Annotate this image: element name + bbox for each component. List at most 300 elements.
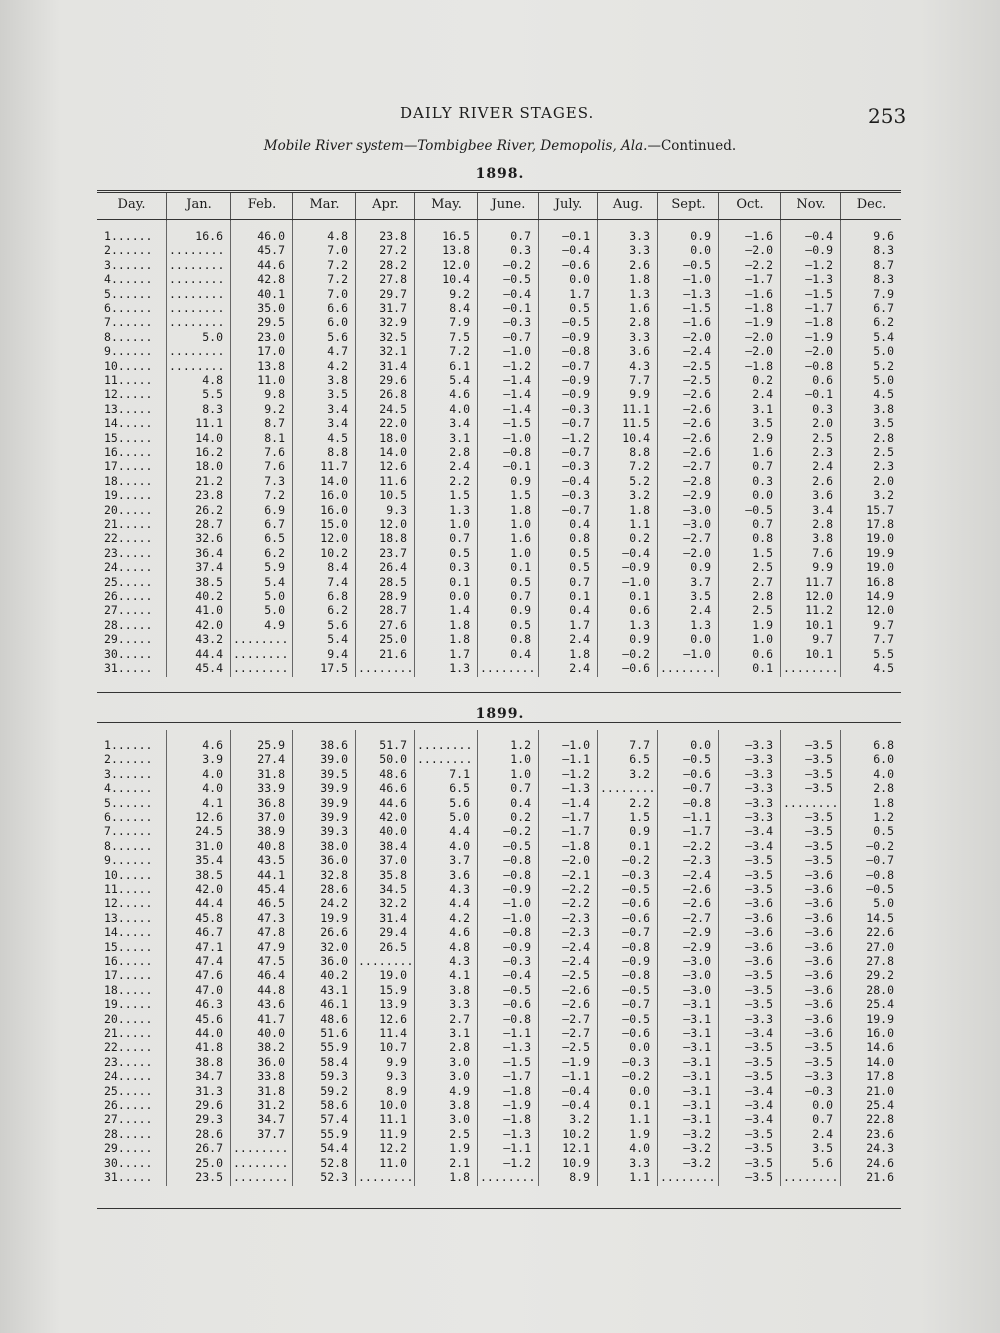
stage-cell: —3.6 [745, 954, 773, 968]
stage-cell: 1.3 [449, 502, 470, 517]
stage-cell: —1.6 [745, 229, 773, 243]
stage-cell: —3.1 [683, 1112, 711, 1127]
column-rule [597, 730, 598, 1186]
stage-cell: —3.5 [805, 766, 833, 781]
stage-cell: 32.2 [379, 896, 407, 911]
day-label [104, 1055, 152, 1069]
day-number: 17 [104, 968, 118, 983]
leader-dots: ...... [110, 272, 153, 287]
stage-cell: 6.5 [449, 781, 470, 796]
stage-cell: 47.0 [195, 982, 223, 997]
stage-cell: 1.3 [629, 617, 650, 632]
column-header: June. [477, 192, 539, 226]
stage-cell: 1.0 [510, 517, 531, 531]
stage-cell: 0.6 [629, 603, 650, 618]
stage-cell: 9.6 [873, 229, 894, 243]
stage-cell: 2.0 [873, 473, 894, 488]
day-label [104, 416, 152, 430]
stage-cell: —2.9 [683, 939, 711, 954]
stage-cell: —3.1 [683, 1011, 711, 1026]
stage-cell: —3.6 [805, 896, 833, 911]
stage-cell: 17.5 [320, 661, 348, 675]
stage-cell: —3.5 [745, 1054, 773, 1069]
stage-cell: 12.0 [442, 257, 470, 272]
stage-cell: 3.2 [873, 488, 894, 503]
day-number: 4 [104, 781, 111, 796]
stage-cell: —1.9 [745, 315, 773, 330]
stage-cell: 46.1 [320, 997, 348, 1012]
day-number: 24 [104, 560, 118, 575]
stage-cell: 11.2 [805, 603, 833, 618]
stage-cell: —0.8 [562, 344, 590, 359]
leader-dots: ..... [117, 416, 153, 431]
day-number: 28 [104, 617, 118, 632]
leader-dots: ..... [117, 1155, 153, 1170]
stage-cell: 6.0 [327, 315, 348, 330]
stage-cell: 44.4 [195, 646, 223, 661]
stage-cell: 2.8 [873, 430, 894, 445]
blank-leader: ........ [783, 795, 839, 810]
stage-cell: 0.4 [569, 603, 590, 618]
stage-cell: 2.4 [569, 661, 590, 675]
stage-cell: —0.7 [562, 445, 590, 459]
stage-cell: 1.6 [510, 531, 531, 546]
stage-cell: 0.5 [510, 617, 531, 632]
stage-cell: 5.0 [202, 329, 223, 344]
stage-cell: 1.1 [629, 1170, 650, 1184]
stage-cell: —0.2 [503, 824, 531, 839]
stage-cell: 24.5 [379, 401, 407, 416]
stage-cell: 0.9 [510, 473, 531, 488]
stage-cell: 23.0 [257, 329, 285, 344]
stage-cell: 5.0 [264, 603, 285, 618]
stage-cell: 3.2 [629, 766, 650, 781]
stage-cell: —1.6 [745, 286, 773, 301]
stage-cell: —0.7 [622, 925, 650, 940]
day-number: 7 [104, 315, 111, 330]
stage-cell: 2.5 [812, 430, 833, 445]
stage-cell: —1.0 [683, 272, 711, 287]
day-label [104, 839, 152, 853]
stage-cell: 3.4 [812, 502, 833, 517]
day-number: 18 [104, 982, 118, 997]
stage-cell: 4.5 [873, 387, 894, 402]
stage-cell: 7.2 [264, 488, 285, 503]
stage-cell: 38.5 [195, 574, 223, 589]
leader-dots: ..... [117, 867, 153, 882]
column-header: Feb. [230, 192, 293, 226]
stage-cell: 1.4 [449, 603, 470, 618]
stage-cell: —3.1 [683, 1040, 711, 1055]
column-header: Aug. [597, 192, 658, 226]
day-label [104, 738, 152, 752]
stage-cell: 59.2 [320, 1083, 348, 1098]
stage-cell: 16.8 [866, 574, 894, 589]
stage-cell: 23.8 [379, 229, 407, 243]
leader-dots: ..... [117, 401, 153, 416]
stage-cell: 31.7 [379, 301, 407, 315]
stage-cell: —0.5 [503, 838, 531, 853]
stage-cell: —3.5 [745, 1069, 773, 1084]
day-label [104, 1012, 152, 1026]
leader-dots: ..... [117, 473, 153, 488]
stage-cell: 1.9 [752, 617, 773, 632]
stage-cell: 6.0 [873, 752, 894, 767]
day-number: 12 [104, 896, 118, 911]
stage-cell: —3.6 [805, 882, 833, 896]
stage-cell: —0.7 [622, 997, 650, 1012]
leader-dots: ..... [117, 502, 153, 517]
stage-cell: —1.3 [683, 286, 711, 301]
stage-cell: 3.4 [327, 416, 348, 431]
stage-cell: 7.3 [264, 473, 285, 488]
stage-cell: 3.7 [690, 574, 711, 589]
stage-cell: 44.6 [257, 257, 285, 272]
stage-cell: 31.0 [195, 838, 223, 853]
subtitle-plain: —Continued. [647, 138, 737, 154]
leader-dots: ..... [117, 925, 153, 940]
stage-cell: 34.7 [257, 1112, 285, 1127]
stage-cell: 6.8 [327, 589, 348, 603]
leader-dots: ..... [117, 1098, 153, 1112]
stage-cell: 2.3 [812, 445, 833, 459]
stage-cell: 5.4 [264, 574, 285, 589]
stage-cell: 11.5 [622, 416, 650, 431]
stage-cell: 52.8 [320, 1155, 348, 1170]
day-label [104, 997, 152, 1011]
stage-cell: 47.3 [257, 910, 285, 925]
stage-cell: 8.7 [873, 257, 894, 272]
stage-cell: —0.1 [503, 459, 531, 474]
stage-cell: —0.6 [622, 896, 650, 911]
stage-cell: 0.1 [449, 574, 470, 589]
stage-cell: 1.0 [510, 766, 531, 781]
stage-cell: —3.6 [805, 867, 833, 882]
stage-cell: —3.4 [745, 824, 773, 839]
day-label [104, 1069, 152, 1083]
stage-cell: 0.0 [629, 1083, 650, 1098]
stage-cell: 1.9 [449, 1141, 470, 1156]
day-label [104, 632, 152, 646]
day-number: 7 [104, 824, 111, 839]
blank-leader: ........ [169, 344, 225, 359]
stage-cell: 4.1 [449, 968, 470, 983]
stage-cell: 1.0 [449, 517, 470, 531]
blank-leader: ........ [783, 661, 839, 675]
stage-cell: 0.0 [812, 1098, 833, 1112]
stage-cell: —0.8 [503, 867, 531, 882]
stage-cell: 7.5 [449, 329, 470, 344]
column-header: Nov. [780, 192, 841, 226]
day-number: 3 [104, 257, 111, 272]
stage-cell: 3.6 [629, 344, 650, 359]
stage-cell: —0.6 [622, 910, 650, 925]
day-number: 23 [104, 1054, 118, 1069]
day-number: 4 [104, 272, 111, 287]
stage-cell: 0.5 [569, 301, 590, 315]
stage-cell: 5.0 [873, 373, 894, 387]
stage-cell: 0.8 [569, 531, 590, 546]
blank-leader: ........ [233, 646, 289, 661]
stage-cell: 21.6 [379, 646, 407, 661]
day-number: 2 [104, 752, 111, 767]
stage-cell: —0.9 [562, 373, 590, 387]
stage-cell: 22.0 [379, 416, 407, 431]
stage-cell: 1.7 [449, 646, 470, 661]
stage-cell: —2.7 [562, 1026, 590, 1040]
stage-cell: —0.9 [562, 387, 590, 402]
leader-dots: ..... [117, 531, 153, 546]
stage-cell: 7.2 [449, 344, 470, 359]
stage-cell: 0.1 [629, 589, 650, 603]
stage-cell: 8.3 [873, 243, 894, 258]
stage-cell: —1.2 [562, 766, 590, 781]
stage-cell: 0.9 [629, 824, 650, 839]
stage-cell: 3.6 [812, 488, 833, 503]
column-header: Jan. [166, 192, 231, 226]
stage-cell: 4.6 [202, 738, 223, 752]
stage-cell: —3.2 [683, 1141, 711, 1156]
stage-cell: 0.0 [569, 272, 590, 287]
stage-cell: 58.4 [320, 1054, 348, 1069]
stage-cell: 7.2 [629, 459, 650, 474]
stage-cell: —3.6 [745, 925, 773, 940]
stage-cell: 3.5 [873, 416, 894, 431]
column-rule [292, 221, 293, 677]
leader-dots: ...... [110, 795, 153, 810]
day-number: 17 [104, 459, 118, 474]
stage-cell: 16.0 [320, 488, 348, 503]
stage-cell: 58.6 [320, 1098, 348, 1112]
stage-cell: —0.2 [866, 838, 894, 853]
stage-cell: 39.9 [320, 795, 348, 810]
stage-cell: —1.2 [805, 257, 833, 272]
day-number: 23 [104, 545, 118, 560]
stage-cell: —0.7 [562, 502, 590, 517]
day-number: 24 [104, 1069, 118, 1084]
stage-cell: 7.6 [812, 545, 833, 560]
stage-cell: 4.2 [449, 910, 470, 925]
stage-cell: 0.1 [629, 838, 650, 853]
stage-cell: 2.3 [873, 459, 894, 474]
stage-cell: 6.1 [449, 358, 470, 373]
stage-cell: 10.4 [442, 272, 470, 287]
stage-cell: 2.8 [873, 781, 894, 796]
stage-cell: —2.3 [562, 910, 590, 925]
stage-cell: —0.8 [622, 939, 650, 954]
stage-cell: —3.0 [683, 954, 711, 968]
stage-cell: —2.9 [683, 925, 711, 940]
stage-cell: 0.5 [569, 560, 590, 575]
stage-cell: —3.3 [745, 752, 773, 767]
stage-cell: 38.8 [195, 1054, 223, 1069]
stage-cell: —2.2 [745, 257, 773, 272]
day-number: 19 [104, 488, 118, 503]
stage-cell: 4.9 [264, 617, 285, 632]
day-number: 12 [104, 387, 118, 402]
stage-cell: 10.1 [805, 617, 833, 632]
leader-dots: ...... [110, 752, 153, 767]
stage-cell: —1.3 [562, 781, 590, 796]
stage-cell: —2.2 [562, 896, 590, 911]
leader-dots: ..... [117, 939, 153, 954]
stage-cell: —0.1 [503, 301, 531, 315]
stage-cell: 9.7 [812, 632, 833, 647]
stage-cell: —3.2 [683, 1155, 711, 1170]
stage-cell: 7.0 [327, 286, 348, 301]
day-label [104, 896, 152, 910]
stage-cell: 2.1 [449, 1155, 470, 1170]
stage-cell: —0.7 [866, 853, 894, 868]
stage-cell: 14.9 [866, 589, 894, 603]
stage-cell: —2.4 [562, 954, 590, 968]
day-label [104, 1026, 152, 1040]
stage-cell: —0.5 [866, 882, 894, 896]
stage-cell: 43.5 [257, 853, 285, 868]
stage-cell: 3.9 [202, 752, 223, 767]
stage-cell: —1.3 [503, 1126, 531, 1141]
day-number: 9 [104, 344, 111, 359]
stage-cell: 36.0 [320, 954, 348, 968]
stage-cell: 3.8 [873, 401, 894, 416]
stage-cell: 26.7 [195, 1141, 223, 1156]
stage-cell: 5.4 [449, 373, 470, 387]
column-rule [780, 730, 781, 1186]
stage-cell: 0.1 [569, 589, 590, 603]
stage-cell: 10.7 [379, 1040, 407, 1055]
stage-cell: 44.0 [195, 1026, 223, 1040]
stage-cell: 44.4 [195, 896, 223, 911]
day-number: 25 [104, 1083, 118, 1098]
day-number: 11 [104, 373, 118, 387]
stage-cell: 0.0 [449, 589, 470, 603]
stage-cell: 4.6 [449, 387, 470, 402]
stage-cell: 29.3 [195, 1112, 223, 1127]
leader-dots: ..... [117, 589, 153, 603]
stage-cell: —2.9 [683, 488, 711, 503]
day-number: 25 [104, 574, 118, 589]
stage-cell: —0.4 [562, 243, 590, 258]
stage-cell: 42.0 [195, 617, 223, 632]
stage-cell: 4.8 [449, 939, 470, 954]
stage-cell: —0.7 [503, 329, 531, 344]
stage-cell: 7.6 [264, 445, 285, 459]
stage-cell: 14.0 [195, 430, 223, 445]
top-rule [97, 190, 901, 191]
stage-cell: —0.5 [622, 882, 650, 896]
stage-cell: 39.5 [320, 766, 348, 781]
stage-cell: 39.3 [320, 824, 348, 839]
leader-dots: ..... [117, 1054, 153, 1069]
stage-cell: 2.7 [449, 1011, 470, 1026]
stage-cell: 0.4 [510, 795, 531, 810]
stage-cell: —3.5 [745, 882, 773, 896]
stage-cell: —2.0 [683, 329, 711, 344]
day-label [104, 781, 152, 795]
stage-cell: 29.4 [379, 925, 407, 940]
stage-cell: 14.0 [866, 1054, 894, 1069]
stage-cell: —2.1 [562, 867, 590, 882]
stage-cell: 25.4 [866, 1098, 894, 1112]
stage-cell: 29.6 [379, 373, 407, 387]
stage-cell: 9.3 [386, 502, 407, 517]
day-number: 13 [104, 910, 118, 925]
day-number: 26 [104, 1098, 118, 1112]
stage-cell: 4.3 [449, 954, 470, 968]
stage-cell: 0.0 [690, 632, 711, 647]
stage-cell: 0.4 [569, 517, 590, 531]
stage-cell: —0.1 [805, 387, 833, 402]
stage-cell: 0.2 [752, 373, 773, 387]
day-label [104, 229, 152, 243]
stage-cell: —1.1 [562, 1069, 590, 1084]
stage-cell: —0.2 [622, 646, 650, 661]
stage-cell: —1.5 [503, 1054, 531, 1069]
stage-cell: 48.6 [320, 1011, 348, 1026]
stage-cell: —1.0 [562, 738, 590, 752]
day-label [104, 431, 152, 445]
stage-cell: 1.0 [510, 545, 531, 560]
leader-dots: ..... [117, 968, 153, 983]
day-number: 9 [104, 853, 111, 868]
stage-cell: —0.7 [562, 358, 590, 373]
stage-cell: 28.6 [320, 882, 348, 896]
stage-cell: 40.0 [379, 824, 407, 839]
stage-cell: 47.4 [195, 954, 223, 968]
stage-cell: —1.7 [683, 824, 711, 839]
stage-cell: —3.5 [805, 810, 833, 824]
day-label [104, 517, 152, 531]
leader-dots: ..... [117, 488, 153, 503]
day-number: 29 [104, 632, 118, 647]
stage-cell: —0.5 [562, 315, 590, 330]
year-heading: 1898. [475, 166, 525, 182]
stage-cell: 31.8 [257, 766, 285, 781]
stage-cell: 0.7 [812, 1112, 833, 1127]
stage-cell: 2.4 [690, 603, 711, 618]
stage-cell: —0.3 [622, 867, 650, 882]
stage-cell: —1.2 [503, 1155, 531, 1170]
stage-cell: 6.8 [873, 738, 894, 752]
leader-dots: ..... [117, 982, 153, 997]
stage-cell: 3.8 [327, 373, 348, 387]
stage-cell: 11.1 [195, 416, 223, 431]
stage-cell: 8.9 [386, 1083, 407, 1098]
stage-cell: 1.5 [752, 545, 773, 560]
stage-cell: 42.0 [379, 810, 407, 824]
stage-cell: —0.8 [503, 1011, 531, 1026]
stage-cell: —0.2 [622, 1069, 650, 1084]
leader-dots: ..... [117, 617, 153, 632]
stage-cell: —3.1 [683, 997, 711, 1012]
stage-cell: 34.5 [379, 882, 407, 896]
running-title: DAILY RIVER STAGES. [400, 104, 595, 122]
stage-cell: 27.6 [379, 617, 407, 632]
stage-cell: 4.6 [449, 925, 470, 940]
stage-cell: 3.2 [629, 488, 650, 503]
blank-leader: ........ [169, 257, 225, 272]
stage-cell: 19.0 [866, 531, 894, 546]
stage-cell: 8.8 [327, 445, 348, 459]
day-number: 22 [104, 531, 118, 546]
stage-cell: —2.3 [562, 925, 590, 940]
column-rule [538, 730, 539, 1186]
stage-cell: 31.2 [257, 1098, 285, 1112]
stage-cell: 26.4 [379, 560, 407, 575]
stage-cell: 0.3 [752, 473, 773, 488]
stage-cell: —2.4 [562, 939, 590, 954]
stage-cell: —1.0 [503, 430, 531, 445]
